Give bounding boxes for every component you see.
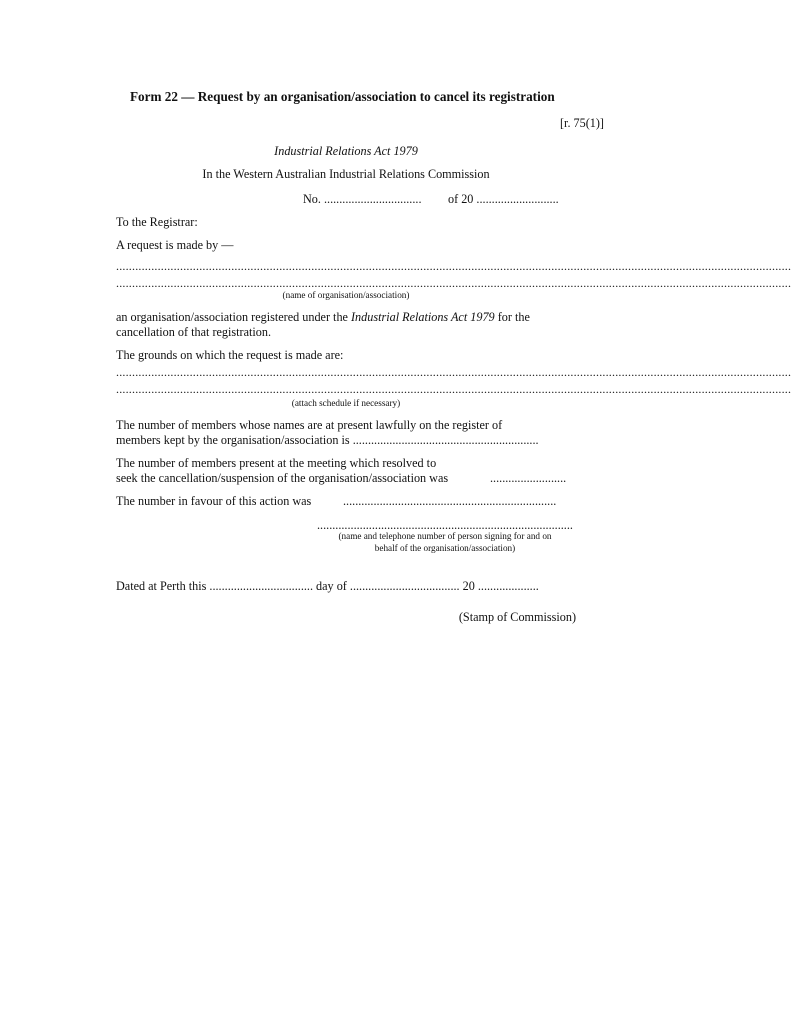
in-favour-field[interactable]: ......................................................................: [343, 494, 557, 508]
act-name-text: Industrial Relations Act 1979: [274, 144, 418, 158]
organisation-name-line-1[interactable]: ...................................................................................................................................................................................................................: [116, 259, 791, 273]
signature-caption-line-2: behalf of the organisation/association): [374, 543, 516, 553]
members-meeting-field[interactable]: .........................: [490, 471, 567, 485]
members-register-line-1: The number of members whose names are at present lawfully on the register of: [116, 418, 503, 432]
registration-statement-part1: an organisation/association registered under the: [116, 310, 351, 324]
members-register-line-2[interactable]: members kept by the organisation/association is .............................................................: [116, 433, 539, 447]
grounds-line-1[interactable]: ...................................................................................................................................................................................................................: [116, 365, 791, 379]
in-favour-label: The number in favour of this action was: [116, 494, 312, 508]
stamp-of-commission: (Stamp of Commission): [458, 610, 576, 624]
signature-caption-line-1: (name and telephone number of person signing for and on: [338, 531, 552, 541]
addressee: To the Registrar:: [116, 215, 198, 229]
members-meeting-line-1: The number of members present at the meeting which resolved to: [116, 456, 437, 470]
grounds-caption: (attach schedule if necessary): [291, 398, 401, 408]
grounds-label: The grounds on which the request is made are:: [116, 348, 344, 362]
registration-statement-line-1: [116, 310, 530, 325]
dated-line[interactable]: Dated at Perth this .................................. day of .................................... 20 ....................: [116, 579, 539, 593]
registration-statement-line-2: cancellation of that registration.: [116, 325, 271, 339]
request-intro: A request is made by —: [116, 238, 234, 252]
commission-name: In the Western Australian Industrial Relations Commission: [202, 167, 490, 181]
rule-reference: [r. 75(1)]: [560, 116, 604, 130]
registration-statement-part2: for the: [494, 310, 530, 324]
signature-field[interactable]: ....................................................................................: [317, 518, 573, 532]
application-number-field[interactable]: No. ................................: [303, 192, 422, 206]
registration-act-name: Industrial Relations Act 1979: [351, 310, 495, 324]
form-title: Form 22 — Request by an organisation/association to cancel its registration: [130, 89, 555, 104]
members-meeting-line-2: seek the cancellation/suspension of the organisation/association was: [116, 471, 449, 485]
grounds-line-2[interactable]: ...................................................................................................................................................................................................................: [116, 382, 791, 396]
organisation-name-caption: (name of organisation/association): [282, 290, 410, 300]
organisation-name-line-2[interactable]: ...................................................................................................................................................................................................................: [116, 276, 791, 290]
application-year-field[interactable]: of 20 ...........................: [448, 192, 559, 206]
act-name: [196, 144, 496, 159]
